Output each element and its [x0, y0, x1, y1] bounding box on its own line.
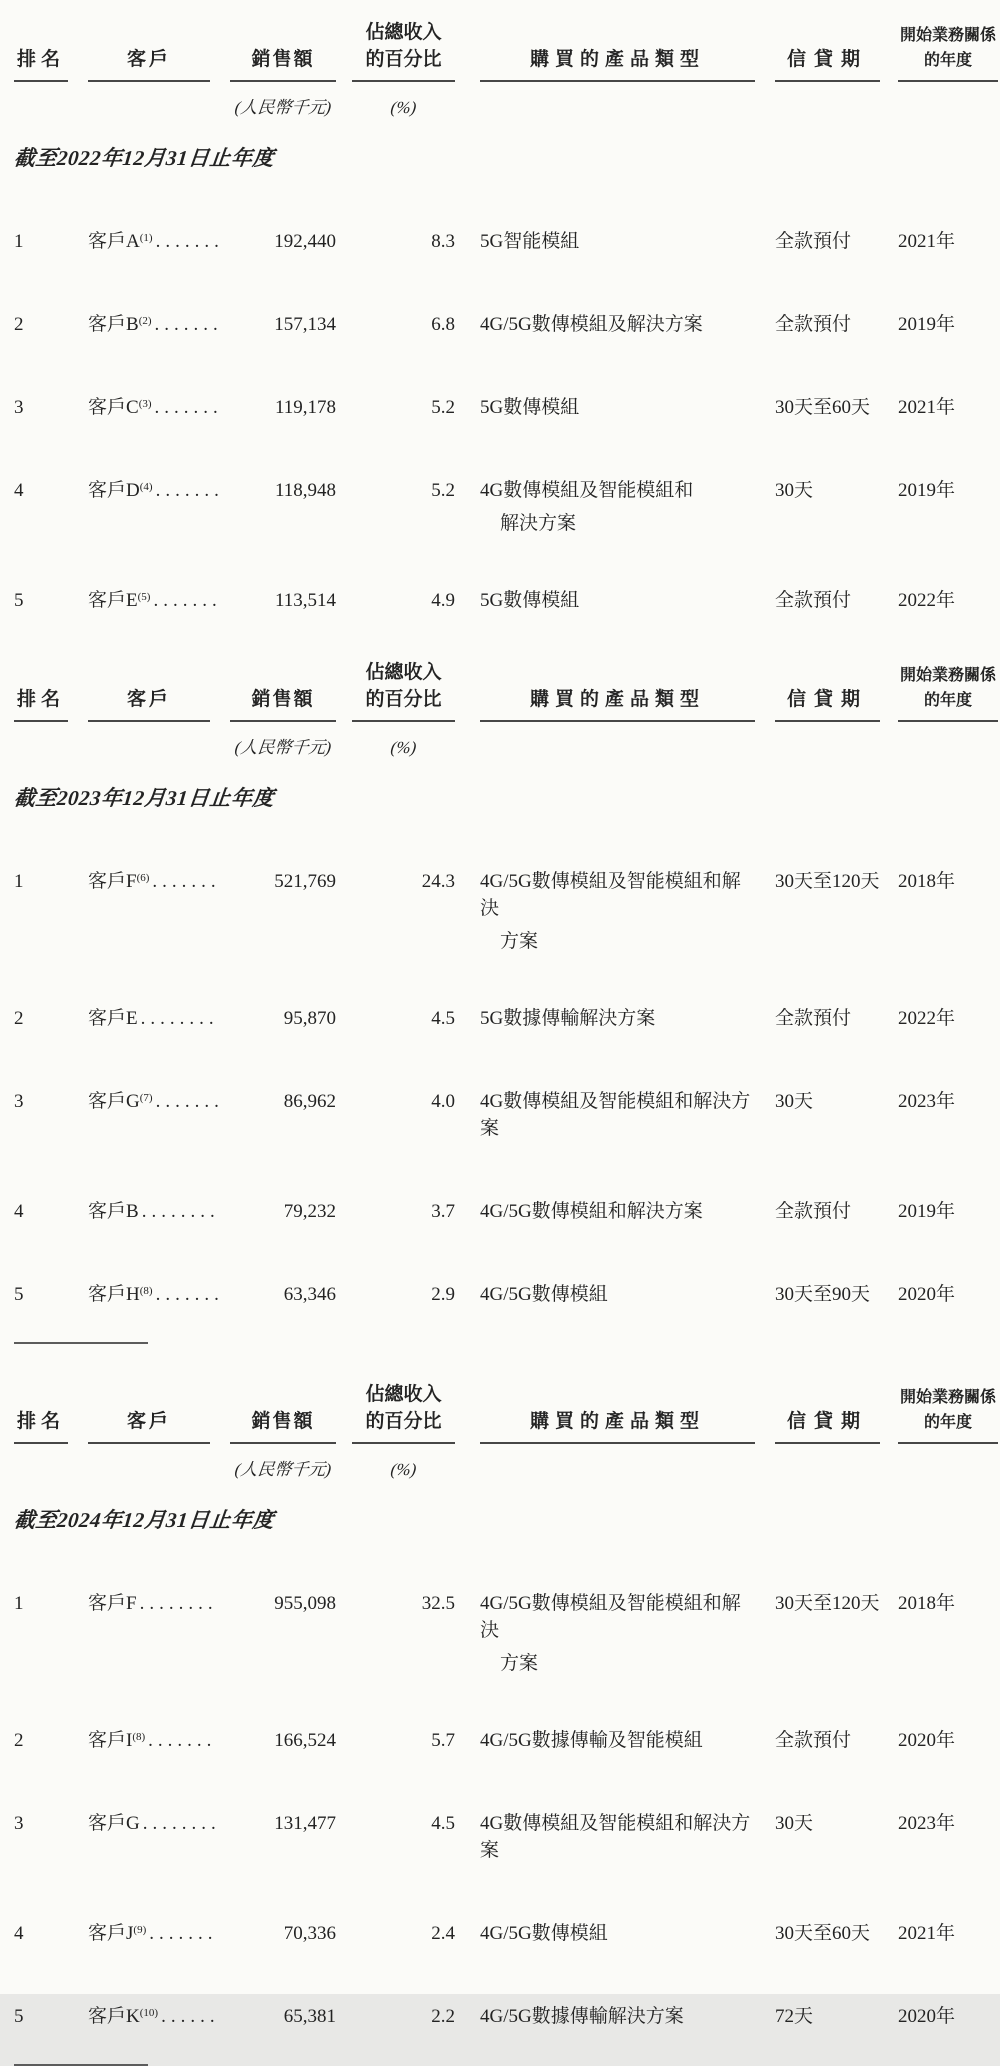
footnote-ref: (6) — [136, 872, 150, 884]
pct-cell: 2.9 — [431, 1284, 455, 1305]
product-cell: 4G/5G數傳模組及智能模組和解決 方案 — [480, 871, 741, 952]
credit-cell: 30天至120天 — [775, 1593, 880, 1614]
col-header-year: 開始業務關係 的年度 — [898, 648, 998, 722]
table-row — [0, 1198, 1000, 1225]
footnote-ref: (8) — [139, 1285, 153, 1297]
credit-cell: 全款預付 — [775, 231, 852, 252]
table-section-fy2023 — [0, 648, 1000, 1344]
table-row — [0, 1810, 1000, 1864]
unit-row — [0, 94, 1000, 121]
col-header-rank: 排名 — [14, 648, 68, 722]
product-cell: 4G數傳模組及智能模組和解決方案 — [480, 1813, 751, 1861]
col-header-sales: 銷售額 — [230, 8, 336, 82]
footnote-divider — [14, 1342, 148, 1344]
dot-leader: ....... — [154, 314, 223, 335]
col-header-product: 購買的產品類型 — [480, 648, 755, 722]
pct-cell: 6.8 — [431, 314, 455, 335]
sales-cell: 95,870 — [283, 1008, 336, 1029]
col-header-product: 購買的產品類型 — [480, 1370, 755, 1444]
section-title-2022: 截至2022年12月31日止年度 — [12, 146, 276, 170]
sales-cell: 118,948 — [274, 480, 336, 501]
year-cell: 2021年 — [898, 1923, 956, 1944]
pct-cell: 8.3 — [431, 231, 455, 252]
credit-cell: 30天至120天 — [775, 871, 880, 892]
sales-unit-label: (人民幣千元) — [233, 98, 333, 117]
footnote-ref: (4) — [139, 481, 153, 493]
pct-cell: 24.3 — [421, 871, 455, 892]
customer-name: 客戶G — [88, 1813, 140, 1834]
product-cell: 5G數傳模組 — [480, 590, 580, 611]
customer-cell — [88, 477, 224, 504]
year-cell: 2022年 — [898, 1008, 956, 1029]
table-row — [0, 477, 1000, 537]
year-cell: 2023年 — [898, 1813, 956, 1834]
col-header-customer: 客戶 — [88, 8, 210, 82]
customer-name: 客戶B — [88, 314, 139, 335]
customer-cell — [88, 1281, 224, 1308]
col-header-customer: 客戶 — [88, 648, 210, 722]
section-title-2023: 截至2023年12月31日止年度 — [12, 786, 276, 810]
table-row — [0, 2003, 1000, 2030]
product-cell: 4G/5G數傳模組及解決方案 — [480, 314, 703, 335]
rank-cell: 5 — [14, 590, 24, 611]
col-header-sales: 銷售額 — [230, 648, 336, 722]
pct-cell: 2.4 — [431, 1923, 455, 1944]
col-header-rank: 排名 — [14, 8, 68, 82]
customer-cell — [88, 1590, 218, 1617]
table-header — [0, 648, 1000, 761]
credit-cell: 全款預付 — [775, 590, 852, 611]
customer-name: 客戶D — [88, 480, 140, 501]
table-header — [0, 8, 1000, 121]
dot-leader: ........ — [141, 1201, 220, 1222]
pct-unit-label: (%) — [389, 1460, 418, 1479]
rank-cell: 4 — [14, 1923, 24, 1944]
rank-cell: 4 — [14, 480, 24, 501]
dot-leader: ....... — [155, 480, 224, 501]
dot-leader: ....... — [155, 231, 224, 252]
dot-leader: ....... — [152, 871, 221, 892]
customer-name: 客戶C — [88, 397, 139, 418]
customer-cell — [88, 587, 222, 614]
sales-cell: 131,477 — [274, 1813, 336, 1834]
sales-cell: 113,514 — [274, 590, 336, 611]
pct-unit-label: (%) — [389, 738, 418, 757]
unit-row — [0, 734, 1000, 761]
sales-cell: 79,232 — [283, 1201, 336, 1222]
customer-cell — [88, 394, 223, 421]
year-cell: 2020年 — [898, 1730, 956, 1751]
col-header-credit: 信貸期 — [775, 1370, 880, 1444]
unit-row — [0, 1456, 1000, 1483]
header-row — [0, 8, 1000, 82]
table-row — [0, 228, 1000, 255]
sales-unit-label: (人民幣千元) — [233, 738, 333, 757]
pct-cell: 4.0 — [431, 1091, 455, 1112]
table-row — [0, 311, 1000, 338]
table-row — [0, 1727, 1000, 1754]
sales-cell: 63,346 — [283, 1284, 336, 1305]
table-row — [0, 394, 1000, 421]
rank-cell: 2 — [14, 1008, 24, 1029]
credit-cell: 全款預付 — [775, 1008, 852, 1029]
footnote-ref: (7) — [139, 1092, 153, 1104]
footnote-ref: (8) — [132, 1731, 146, 1743]
dot-leader: ........ — [140, 1008, 219, 1029]
credit-cell: 30天至90天 — [775, 1284, 871, 1305]
customer-name: 客戶F — [88, 1593, 137, 1614]
table-row — [0, 1920, 1000, 1947]
pct-cell: 2.2 — [431, 2006, 455, 2027]
footnote-ref: (1) — [139, 232, 153, 244]
customer-cell — [88, 228, 224, 255]
credit-cell: 全款預付 — [775, 1201, 852, 1222]
customer-name: 客戶A — [88, 231, 140, 252]
product-cell: 4G/5G數傳模組 — [480, 1923, 608, 1944]
year-cell: 2021年 — [898, 397, 956, 418]
sales-cell: 955,098 — [274, 1593, 336, 1614]
col-header-pct: 佔總收入 的百分比 — [352, 648, 455, 722]
rank-cell: 3 — [14, 1813, 24, 1834]
sales-cell: 65,381 — [283, 2006, 336, 2027]
product-cell: 4G數傳模組及智能模組和 解決方案 — [480, 480, 694, 534]
col-header-credit: 信貸期 — [775, 8, 880, 82]
pct-cell: 5.2 — [431, 397, 455, 418]
credit-cell: 30天 — [775, 1813, 814, 1834]
dot-leader: ........ — [139, 1593, 218, 1614]
product-cell: 5G數據傳輸解決方案 — [480, 1008, 656, 1029]
rank-cell: 3 — [14, 397, 24, 418]
footnote-ref: (10) — [139, 2007, 159, 2019]
dot-leader: ....... — [155, 1284, 224, 1305]
rank-cell: 1 — [14, 1593, 24, 1614]
section-title-2024: 截至2024年12月31日止年度 — [12, 1508, 276, 1532]
pct-cell: 32.5 — [421, 1593, 455, 1614]
col-header-year: 開始業務關係 的年度 — [898, 8, 998, 82]
customer-name: 客戶J — [88, 1923, 134, 1944]
product-cell: 4G/5G數傳模組 — [480, 1284, 608, 1305]
dot-leader: ....... — [149, 1923, 218, 1944]
rank-cell: 2 — [14, 314, 24, 335]
header-row — [0, 1370, 1000, 1444]
pct-cell: 4.9 — [431, 590, 455, 611]
year-cell: 2019年 — [898, 1201, 956, 1222]
sales-cell: 86,962 — [283, 1091, 336, 1112]
table-row — [0, 1088, 1000, 1142]
sales-cell: 157,134 — [274, 314, 336, 335]
col-header-customer: 客戶 — [88, 1370, 210, 1444]
credit-cell: 72天 — [775, 2006, 814, 2027]
customer-name: 客戶E — [88, 590, 138, 611]
customer-name: 客戶G — [88, 1091, 140, 1112]
year-cell: 2018年 — [898, 871, 956, 892]
customer-name: 客戶F — [88, 871, 137, 892]
year-cell: 2020年 — [898, 1284, 956, 1305]
dot-leader: ....... — [154, 397, 223, 418]
year-cell: 2020年 — [898, 2006, 956, 2027]
credit-cell: 30天 — [775, 1091, 814, 1112]
product-cell: 4G/5G數據傳輸及智能模組 — [480, 1730, 703, 1751]
customer-cell — [88, 1198, 220, 1225]
table-section-fy2022 — [0, 8, 1000, 614]
customer-cell — [88, 311, 223, 338]
year-cell: 2022年 — [898, 590, 956, 611]
customer-name: 客戶E — [88, 1008, 138, 1029]
col-header-pct: 佔總收入 的百分比 — [352, 1370, 455, 1444]
col-header-year: 開始業務關係 的年度 — [898, 1370, 998, 1444]
product-cell: 4G/5G數傳模組及智能模組和解決 方案 — [480, 1593, 741, 1674]
pct-unit-label: (%) — [389, 98, 418, 117]
footnote-ref: (5) — [137, 591, 151, 603]
table-section-fy2024 — [0, 1370, 1000, 2066]
pct-cell: 4.5 — [431, 1813, 455, 1834]
rank-cell: 2 — [14, 1730, 24, 1751]
col-header-pct: 佔總收入 的百分比 — [352, 8, 455, 82]
table-header — [0, 1370, 1000, 1483]
credit-cell: 30天至60天 — [775, 1923, 871, 1944]
customer-name: 客戶I — [88, 1730, 133, 1751]
product-cell: 5G數傳模組 — [480, 397, 580, 418]
sales-cell: 166,524 — [274, 1730, 336, 1751]
sales-cell: 521,769 — [274, 871, 336, 892]
col-header-sales: 銷售額 — [230, 1370, 336, 1444]
customer-cell — [88, 1810, 221, 1837]
col-header-rank: 排名 — [14, 1370, 68, 1444]
customer-name: 客戶K — [88, 2006, 140, 2027]
table-row — [0, 868, 1000, 955]
customer-name: 客戶H — [88, 1284, 140, 1305]
pct-cell: 4.5 — [431, 1008, 455, 1029]
dot-leader: ....... — [155, 1091, 224, 1112]
year-cell: 2018年 — [898, 1593, 956, 1614]
dot-leader: ...... — [161, 2006, 220, 2027]
table-row — [0, 1005, 1000, 1032]
pct-cell: 5.2 — [431, 480, 455, 501]
sales-cell: 70,336 — [283, 1923, 336, 1944]
rank-cell: 1 — [14, 231, 24, 252]
pct-cell: 3.7 — [431, 1201, 455, 1222]
rank-cell: 5 — [14, 2006, 24, 2027]
table-row — [0, 587, 1000, 614]
dot-leader: ........ — [142, 1813, 221, 1834]
credit-cell: 30天至60天 — [775, 397, 871, 418]
product-cell: 4G數傳模組及智能模組和解決方案 — [480, 1091, 751, 1139]
rank-cell: 1 — [14, 871, 24, 892]
sales-cell: 192,440 — [274, 231, 336, 252]
credit-cell: 全款預付 — [775, 314, 852, 335]
sales-unit-label: (人民幣千元) — [233, 1460, 333, 1479]
table-row — [0, 1281, 1000, 1308]
col-header-product: 購買的產品類型 — [480, 8, 755, 82]
footnote-ref: (3) — [138, 398, 152, 410]
footnote-ref: (2) — [138, 315, 152, 327]
product-cell: 4G/5G數據傳輸解決方案 — [480, 2006, 684, 2027]
year-cell: 2019年 — [898, 480, 956, 501]
rank-cell: 5 — [14, 1284, 24, 1305]
customer-cell — [88, 1920, 218, 1947]
year-cell: 2019年 — [898, 314, 956, 335]
customer-cell — [88, 1088, 224, 1115]
customer-cell — [88, 2003, 220, 2030]
credit-cell: 30天 — [775, 480, 814, 501]
credit-cell: 全款預付 — [775, 1730, 852, 1751]
product-cell: 4G/5G數傳模組和解決方案 — [480, 1201, 703, 1222]
dot-leader: ....... — [148, 1730, 217, 1751]
customer-cell — [88, 1005, 219, 1032]
year-cell: 2021年 — [898, 231, 956, 252]
product-cell: 5G智能模組 — [480, 231, 580, 252]
customer-cell — [88, 868, 221, 895]
footnote-ref: (9) — [133, 1924, 147, 1936]
sales-cell: 119,178 — [274, 397, 336, 418]
dot-leader: ....... — [153, 590, 222, 611]
pct-cell: 5.7 — [431, 1730, 455, 1751]
table-row — [0, 1590, 1000, 1677]
rank-cell: 4 — [14, 1201, 24, 1222]
col-header-credit: 信貸期 — [775, 648, 880, 722]
customer-name: 客戶B — [88, 1201, 139, 1222]
header-row — [0, 648, 1000, 722]
rank-cell: 3 — [14, 1091, 24, 1112]
customer-cell — [88, 1727, 217, 1754]
year-cell: 2023年 — [898, 1091, 956, 1112]
